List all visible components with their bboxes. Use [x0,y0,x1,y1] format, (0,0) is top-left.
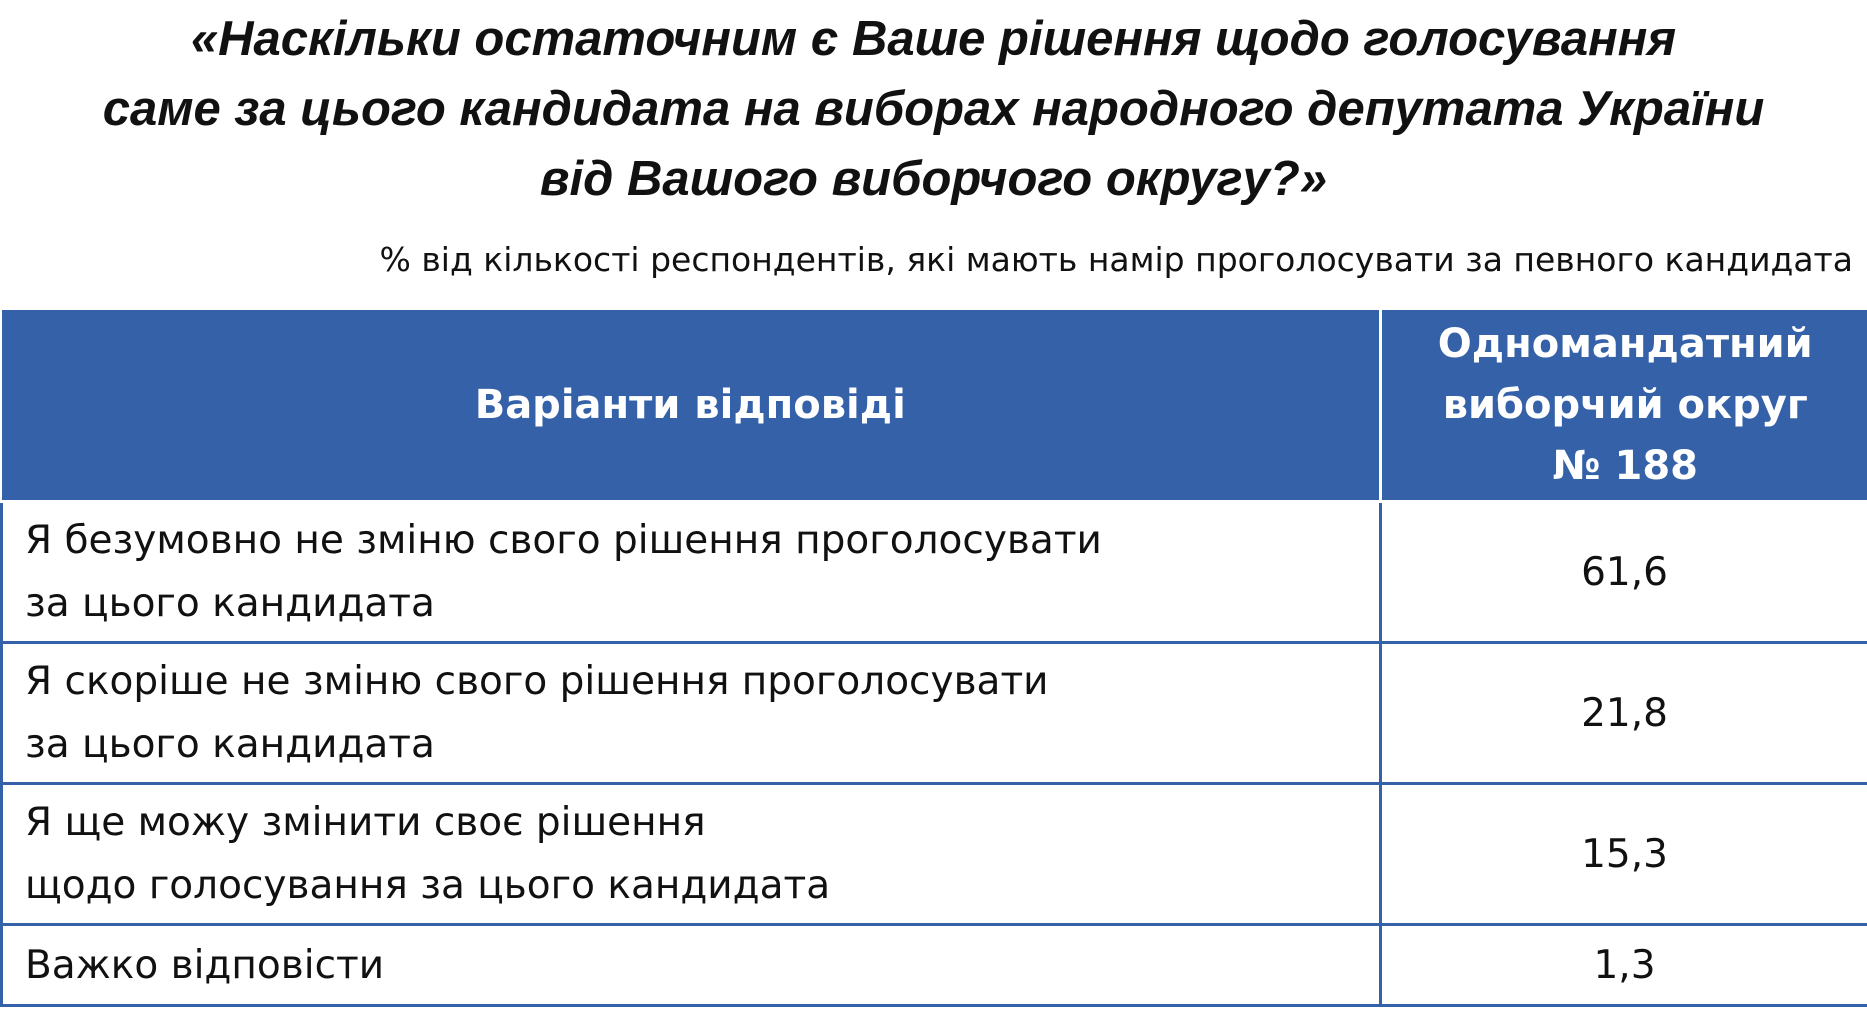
table-row [2,643,1867,784]
answer-column-header [2,310,1381,502]
answer-column-header-label: Варіанти відповіді [474,381,906,428]
answer-cell [2,925,1381,1006]
table-row [2,925,1867,1006]
value-cell: 21,8 [1381,643,1867,784]
answer-line: за цього кандидата [25,581,435,626]
answer-cell [2,784,1381,925]
district-header-line-1: Одномандатний [1437,320,1813,367]
answer-line: Я безумовно не зміню свого рішення проголосувати [25,518,1102,563]
answer-line: Я скоріше не зміню свого рішення проголосувати [25,659,1049,704]
value-cell: 15,3 [1381,784,1867,925]
answer-cell [2,502,1381,643]
answer-cell [2,643,1381,784]
value-cell: 1,3 [1381,925,1867,1006]
value-cell: 61,6 [1381,502,1867,643]
results-table [0,310,1867,1007]
answer-line: щодо голосування за цього кандидата [25,863,831,908]
title-line-1: «Наскільки остаточним є Ваше рішення щодо голосування [190,12,1677,66]
table-subtitle: % від кількості респондентів, які мають намір проголосувати за певного кандидата [379,240,1853,279]
table-header-row [2,310,1867,502]
table-row [2,502,1867,643]
title-line-3: від Вашого виборчого округу?» [539,152,1328,206]
district-header-line-3: № 188 [1552,442,1699,489]
answer-line: Я ще можу змінити своє рішення [25,800,706,845]
table-row [2,784,1867,925]
title-line-2: саме за цього кандидата на виборах народного депутата України [102,82,1765,136]
answer-line: за цього кандидата [25,722,435,767]
survey-question-title [0,4,1867,214]
district-header-line-2: виборчий округ [1442,381,1808,428]
answer-line: Важко відповісти [25,942,385,988]
district-column-header [1381,310,1867,502]
